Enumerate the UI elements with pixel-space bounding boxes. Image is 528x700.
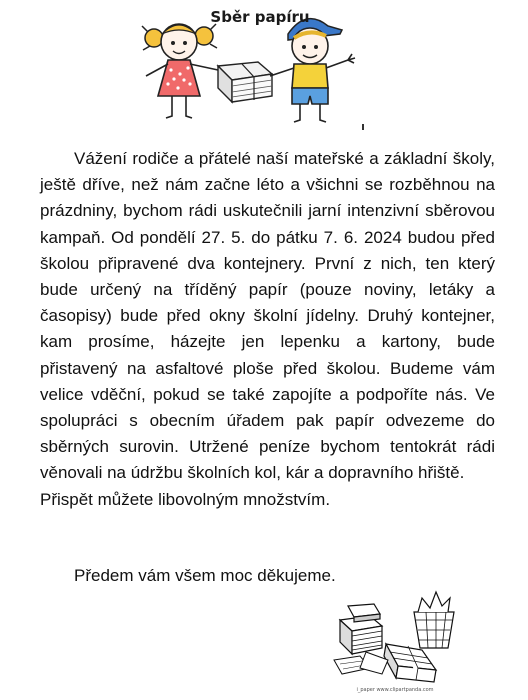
girl-figure [142, 24, 218, 118]
newspaper-bundle-icon [218, 62, 272, 102]
divider-mark [362, 124, 364, 130]
loose-paper-icon [334, 652, 388, 674]
banner-title: Sběr papíru [210, 8, 310, 26]
tied-bundle-icon [384, 644, 436, 682]
basket-icon [414, 592, 454, 648]
boy-figure [270, 19, 355, 122]
paper-stacks-illustration [330, 586, 462, 686]
closing-line: Předem vám všem moc děkujeme. [74, 566, 336, 585]
letter-body [40, 146, 495, 513]
image-credit: i_paper www.clipartpanda.com [356, 687, 434, 693]
letter-paragraph: Vážení rodiče a přátelé naší mateřské a základní školy, ještě dříve, než nám začne léto a všichni se rozběhnou na prázdniny, bychom rádi uskutečnili jarní intenzivní sběrovou kampaň. Od pondělí 27. 5. do pátku 7. 6. 2024 budou před školou připravené dva kontejnery. První z nich, ten který bude určený na tříděný papír (pouze noviny, letáky a časopisy) bude před okny školní jídelny. Druhý kontejner, kam prosíme, házejte jen lepenku a kartony, bude přistavený na asfaltové ploše před školou. Budeme vám velice vděční, pokud se také zapojíte a podpoříte nás. Ve spolupráci s obecním úřadem pak papír odvezeme do sběrných surovin. Utržené peníze bychom tentokrát rádi věnovali na údržbu školních kol, kár a dopravního hřiště. [40, 149, 495, 483]
paper-stack-icon [340, 604, 382, 654]
letter-last-line: Přispět můžete libovolným množstvím. [40, 489, 331, 509]
